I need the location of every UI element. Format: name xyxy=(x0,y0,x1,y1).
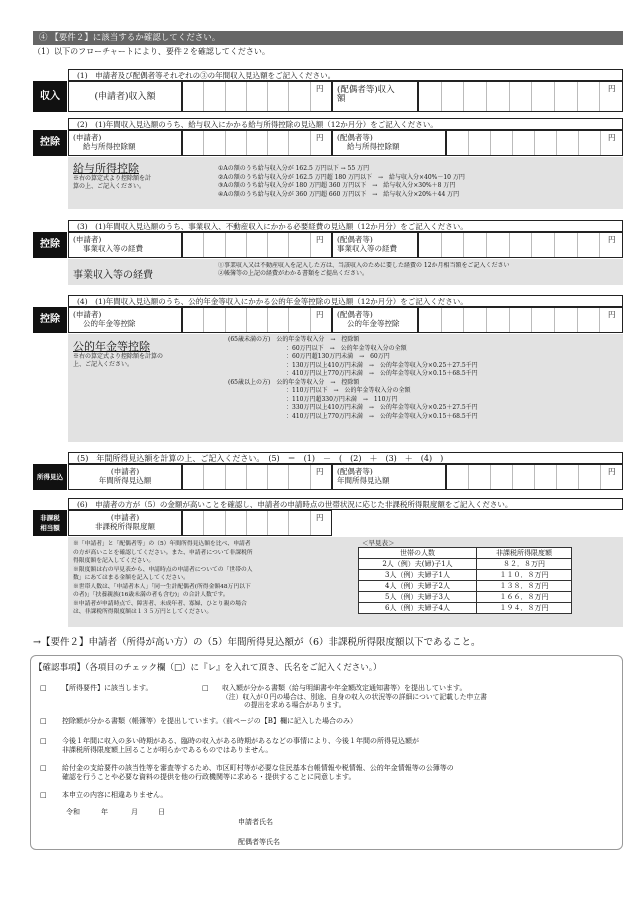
table-cell: １６６．８万円 xyxy=(477,592,572,603)
s4-over65-head: (65歳以上の方) 公的年金等収入分 → 控除額 xyxy=(228,378,360,386)
quick-reference-table xyxy=(358,547,572,614)
s6-note-9: は、非課税所得限度額は１３５万円としてください。 xyxy=(73,609,213,615)
s3-spouse-label-2: 事業収入等の経費 xyxy=(337,244,397,253)
s2-applicant-label-1: (申請者) xyxy=(73,133,102,142)
s4-over65-4: ：410万円以上770万円未満 → 公的年金等収入分×0.15＋68.5千円 xyxy=(286,412,478,420)
s2-formula-4: ④Aの額のうち給与収入分が 360 万円超 660 万円以下 → 給与収入分×20%＋44 万円 xyxy=(218,190,460,198)
s2-spouse-label-1: (配偶者等) xyxy=(337,133,373,142)
checkbox-income-requirement[interactable]: □ xyxy=(40,684,47,692)
s6-note-1: ※「申請者」と「配偶者等」の（5）年間所得見込額を比べ、申請者 xyxy=(73,541,251,547)
s2-note-2: 算の上、ご記入ください。 xyxy=(73,183,146,190)
s5-applicant-label xyxy=(68,464,182,490)
s6-note-8: ※申請者が申請時点で、障害者、未成年者、寡婦、ひとり親の場合 xyxy=(73,600,247,607)
s3-note-1: ①事業収入又は不動産収入を記入した方は、当該収入のために要した経費の 12か月相当額をご記入ください xyxy=(218,262,510,269)
table-header-cell: 非課税所得限度額 xyxy=(477,548,572,559)
s6-note-2: の方が高いことを確認してください。また、申請者について非課税所 xyxy=(73,549,253,556)
s6-note-7: の者)」「扶養親族(16歳未満の者も含む)」の合計人数です。 xyxy=(73,592,229,598)
s4-side-label: 控除 xyxy=(33,307,67,333)
s4-formulas xyxy=(228,336,478,421)
s3-applicant-expense-input[interactable] xyxy=(182,232,332,258)
s4-yen-right: 円 xyxy=(608,310,616,319)
s3-spouse-label-1: (配偶者等) xyxy=(337,235,373,244)
table-cell: 6人（例）夫婦子4人 xyxy=(359,603,477,614)
s6-side-label-2: 相当額 xyxy=(40,524,60,532)
s3-notes xyxy=(218,262,622,278)
checkbox-income-document[interactable]: □ xyxy=(202,684,209,692)
table-cell: １９４．８万円 xyxy=(477,603,572,614)
table-cell: 2人（例）夫(婦)子1人 xyxy=(359,559,477,570)
s4-note xyxy=(73,353,163,369)
date-year: 年 xyxy=(101,808,108,816)
s1-yen-left: 円 xyxy=(316,84,324,93)
s4-under65-4: ：410万円以上770万円未満 → 公的年金等収入分×0.15＋68.5千円 xyxy=(286,370,478,377)
s5-spouse-label xyxy=(332,464,446,490)
table-row xyxy=(359,559,572,570)
table-cell: １１０．８万円 xyxy=(477,570,572,581)
check-deduction-document-text: 控除額が分かる書類（帳簿等）を提出しています。（前ページの【B】欄に記入した場合のみ） xyxy=(62,717,357,725)
s1-spouse-income-input[interactable] xyxy=(418,81,623,112)
date-era: 令和 xyxy=(66,808,80,816)
check-income-requirement-text: 【所得要件】に該当します。 xyxy=(62,684,153,692)
s4-over65-2: ：110万円超330万円未満 → 110万円 xyxy=(286,395,398,403)
quick-table-caption: ＜早見表＞ xyxy=(362,539,395,547)
s2-note-1: ※右の算定式より控除額を計 xyxy=(73,175,152,182)
checkbox-deduction-document[interactable]: □ xyxy=(40,717,47,725)
s2-yen-left: 円 xyxy=(316,133,324,142)
spouse-name-label: 配偶者等氏名 xyxy=(238,838,280,846)
s3-spouse-label xyxy=(332,232,418,258)
table-row xyxy=(359,592,572,603)
s6-note-5: 数」にあてはまる金額を記入してください。 xyxy=(73,575,189,581)
s6-note-6: ※世帯人数は、「申請者本人」「同一生計配偶者(所得金額48万円以下 xyxy=(73,583,251,590)
s2-note xyxy=(73,175,151,191)
s5-applicant-label-2: 年間所得見込額 xyxy=(98,476,152,485)
s3-side-label: 控除 xyxy=(33,232,67,258)
s4-over65-1: ：110万円以下 → 公的年金等収入分の全額 xyxy=(286,387,411,394)
s1-title: (1) 申請者及び配偶者等それぞれの③の年間収入見込額をご記入ください。 xyxy=(68,69,623,81)
s4-yen-left: 円 xyxy=(316,310,324,319)
table-cell: 3人（例）夫婦子1人 xyxy=(359,570,477,581)
check-income-document-text: 収入額が分かる書類（給与明細書や年金額改定通知書等）を提出しています。 xyxy=(222,684,467,692)
s2-side-label: 控除 xyxy=(33,130,67,156)
check-consent-text-2: 確認を行うことや必要な資料の提供を他の行政機関等に求める・提供することに同意します。 xyxy=(62,773,356,781)
s6-side-label-1: 非課税 xyxy=(40,514,60,522)
s6-side-label xyxy=(33,510,67,536)
s2-formula-2: ②Aの額のうち給与収入分が 162.5 万円超 180 万円以下 → 給与収入分×40%－10 万円 xyxy=(218,173,465,181)
s5-applicant-label-1: (申請者) xyxy=(110,467,140,476)
table-row xyxy=(359,581,572,592)
s3-spouse-expense-input[interactable] xyxy=(418,232,623,258)
table-header-row xyxy=(359,548,572,559)
s1-applicant-label: (申請者)収入額 xyxy=(68,81,182,112)
s1-spouse-label-2: 額 xyxy=(337,94,346,104)
checkbox-consent[interactable]: □ xyxy=(40,764,47,772)
s5-title: (5) 年間所得見込額を計算の上、ご記入ください。 (5) ＝ (1) － ( (2) ＋ (3) ＋ (4) ) xyxy=(68,452,623,464)
s5-spouse-income-estimate-input[interactable] xyxy=(446,464,623,490)
applicant-name-label: 申請者氏名 xyxy=(238,818,273,826)
table-cell: 5人（例）夫婦子3人 xyxy=(359,592,477,603)
s2-formula-1: ①Aの額のうち給与収入分が 162.5 万円以下 → 55 万円 xyxy=(218,165,370,172)
s6-applicant-label-1: (申請者) xyxy=(110,513,140,522)
s2-applicant-deduction-input[interactable] xyxy=(182,130,332,156)
date-month: 月 xyxy=(131,808,138,816)
check-income-document-note-2: の提出を求める場合があります。 xyxy=(244,701,346,709)
requirement-conclusion: →【要件２】申請者（所得が高い方）の（5）年間所得見込額が（6）非課税所得限度額以下であること。 xyxy=(33,637,481,648)
table-header-cell: 世帯の人数 xyxy=(359,548,477,559)
s4-applicant-label xyxy=(68,307,182,333)
s2-big-title: 給与所得控除 xyxy=(73,162,139,175)
s3-title: (3) (1)年間収入見込額のうち、事業収入、不動産収入にかかる必要経費の見込額（12か月分）をご記入ください。 xyxy=(68,220,623,232)
s2-spouse-label-2: 給与所得控除額 xyxy=(347,142,400,151)
s3-big-title: 事業収入等の経費 xyxy=(73,270,153,281)
s5-yen-left: 円 xyxy=(316,467,324,476)
s3-note-2: ②帳簿等の上記の経費がわかる書類をご提出ください。 xyxy=(218,270,369,277)
s2-formulas xyxy=(218,165,465,199)
table-cell: ８２．８万円 xyxy=(477,559,572,570)
confirm-title: 【確認事項】（各項目のチェック欄（□）に『レ』を入れて頂き、氏名をご記入ください。） xyxy=(34,663,382,673)
s1-applicant-income-input[interactable] xyxy=(182,81,332,112)
table-row xyxy=(359,570,572,581)
check-income-outlook-text-1: 今後１年間に収入の多い時期がある、臨時の収入がある時期があるなどの事情により、今後１年間の所得見込額が xyxy=(62,737,419,745)
s6-title: (6) 申請者の方が（5）の金額が高いことを確認し、申請者の申請時点の世帯状況に応じた非課税所得限度額をご記入ください。 xyxy=(68,498,623,510)
s6-notes xyxy=(73,540,253,617)
s4-under65-3: ：130万円以上410万円未満 → 公的年金等収入分×0.25＋27.5千円 xyxy=(286,361,478,369)
s1-spouse-label-1: (配偶者等)収入 xyxy=(337,85,395,95)
s5-spouse-label-1: (配偶者等) xyxy=(337,467,373,476)
s6-note-3: 得限度額を記入してください。 xyxy=(73,558,155,564)
s6-yen: 円 xyxy=(316,513,324,522)
s2-applicant-label xyxy=(68,130,182,156)
s6-non-taxable-limit-input[interactable] xyxy=(182,510,332,536)
s4-under65-head: (65歳未満の方) 公的年金等収入分 → 控除額 xyxy=(228,336,360,343)
s1-yen-right: 円 xyxy=(608,84,616,93)
section-header: ④ 【要件２】に該当するか確認してください。 xyxy=(33,31,623,45)
s4-title: (4) (1)年間収入見込額のうち、公的年金等収入にかかる公的年金等控除の見込額（12か月分）をご記入ください。 xyxy=(68,295,623,307)
s4-under65-2: ：60万円超130万円未満 → 60万円 xyxy=(286,353,390,360)
table-row xyxy=(359,603,572,614)
s3-applicant-label-1: (申請者) xyxy=(73,235,102,244)
table-cell: 4人（例）夫婦子2人 xyxy=(359,581,477,592)
check-income-document-note-1: （注）収入が０円の場合は、別途、自身の収入の状況等の詳細について記載した申立書 xyxy=(222,693,487,701)
s3-applicant-label-2: 事業収入等の経費 xyxy=(83,244,143,253)
s4-over65-3: ：330万円以上410万円未満 → 公的年金等収入分×0.25＋27.5千円 xyxy=(286,404,478,411)
s3-yen-right: 円 xyxy=(608,235,616,244)
s5-yen-right: 円 xyxy=(608,467,616,476)
s5-applicant-income-estimate-input[interactable] xyxy=(182,464,332,490)
s4-applicant-label-2: 公的年金等控除 xyxy=(83,319,136,328)
s4-spouse-label xyxy=(332,307,418,333)
applicant-name-field[interactable] xyxy=(290,827,570,828)
s1-side-label: 収入 xyxy=(33,81,67,112)
s6-applicant-label xyxy=(68,510,182,536)
check-income-outlook-text-2: 非課税所得限度額上回ることが明らかであるものではありません。 xyxy=(62,746,273,754)
s2-title: (2) (1)年間収入見込額のうち、給与収入にかかる給与所得控除の見込額（12か月分）をご記入ください。 xyxy=(68,118,623,130)
s4-spouse-label-2: 公的年金等控除 xyxy=(347,319,400,328)
s6-note-4: ※限度額は右の早見表から、申請時点の申請者についての「世帯の人 xyxy=(73,566,253,573)
s3-applicant-label xyxy=(68,232,182,258)
s2-yen-right: 円 xyxy=(608,133,616,142)
s5-side-label: 所得見込 xyxy=(33,464,67,490)
table-cell: １３８．８万円 xyxy=(477,581,572,592)
s2-applicant-label-2: 給与所得控除額 xyxy=(83,142,136,151)
s4-applicant-label-1: (申請者) xyxy=(73,310,102,319)
s2-formula-3: ③Aの額のうち給与収入分が 180 万円超 360 万円以下 → 給与収入分×30%＋8 万円 xyxy=(218,182,456,189)
intro-text: （1）以下のフローチャートにより、要件２を確認してください。 xyxy=(33,47,270,56)
s4-spouse-pension-input[interactable] xyxy=(418,307,623,333)
check-declaration-text: 本申立の内容に相違ありません。 xyxy=(62,791,168,799)
s4-note-1: ※右の算定式より控除額を計算の xyxy=(73,353,164,360)
s2-spouse-label xyxy=(332,130,446,156)
s4-spouse-label-1: (配偶者等) xyxy=(337,310,373,319)
s6-applicant-label-2: 非課税所得限度額 xyxy=(95,522,155,531)
s3-yen-left: 円 xyxy=(316,235,324,244)
checkbox-declaration[interactable]: □ xyxy=(40,791,47,799)
s4-big-title: 公的年金等控除 xyxy=(73,340,150,353)
s4-under65-1: ：60万円以下 → 公的年金等収入分の全額 xyxy=(286,344,407,352)
s4-note-2: 上、ご記入ください。 xyxy=(73,361,134,368)
checkbox-income-outlook[interactable]: □ xyxy=(40,737,47,745)
check-consent-text-1: 給付金の支給要件の該当性等を審査等するため、市区町村等が必要な住民基本台帳情報や税情報、公的年金情報等の公簿等の xyxy=(62,764,454,772)
s1-spouse-label xyxy=(332,81,418,112)
date-day: 日 xyxy=(158,808,165,816)
s2-spouse-deduction-input[interactable] xyxy=(446,130,623,156)
s4-applicant-pension-input[interactable] xyxy=(182,307,332,333)
s5-spouse-label-2: 年間所得見込額 xyxy=(337,476,390,485)
spouse-name-field[interactable] xyxy=(298,847,570,848)
